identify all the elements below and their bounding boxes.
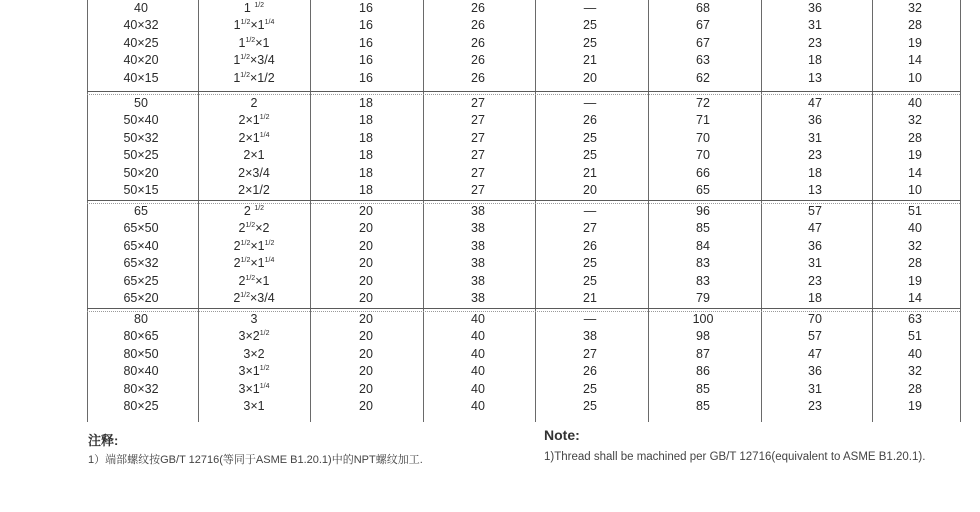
table-cell-nominal-size-nps: $3\times 2^{1/2}$ (238, 329, 270, 344)
table-cell-dim-e: 57 (808, 329, 822, 344)
table-cell-nominal-size-nps: $3\times 1^{1/4}$ (238, 381, 270, 396)
table-cell-dim-d: 63 (696, 53, 710, 68)
table-cell-dim-f: 40 (908, 96, 922, 110)
table-cell-dim-c: 25 (583, 273, 597, 288)
table-cell-dim-d: 72 (696, 96, 710, 110)
table-cell-nominal-size-dn: 50×15 (123, 183, 159, 197)
notes-text-cn: 1）端部螺纹按GB/T 12716(等同于ASME B1.20.1)中的NPT螺纹加工. (88, 454, 423, 466)
table-cell-dim-b: 27 (471, 183, 485, 197)
table-cell-dim-d: 100 (692, 312, 714, 326)
table-cell-nominal-size-nps: $2\times 1^{1/2}$ (238, 113, 270, 128)
table-cell-dim-d: 62 (696, 70, 710, 85)
table-cell-dim-c: 38 (583, 329, 597, 344)
table-cell-dim-d: 87 (696, 346, 710, 361)
table-cell-dim-a: 20 (359, 221, 373, 236)
table-cell-dim-a: 20 (359, 329, 373, 344)
table-cell-dim-b: 38 (471, 221, 485, 236)
table-cell-dim-d: 96 (696, 204, 710, 218)
table-cell-dim-f: 19 (908, 273, 922, 288)
table-cell-dim-c: 27 (583, 346, 597, 361)
table-cell-nominal-size-dn: 40×15 (123, 70, 159, 85)
table-cell-dim-e: 18 (808, 291, 822, 305)
table-cell-nominal-size-dn: 65×40 (123, 238, 159, 253)
table-cell-dim-a: 16 (359, 35, 373, 50)
table-cell-dim-e: 23 (808, 399, 822, 413)
table-cell-nominal-size-nps: $1^{1/2}\times 1/2$ (233, 70, 275, 85)
table-cell-dim-e: 47 (808, 96, 822, 110)
table-cell-dim-f: 32 (908, 238, 922, 253)
table-cell-dim-f: 28 (908, 130, 922, 145)
table-cell-dim-b: 38 (471, 204, 485, 218)
table-cell-dim-c: — (583, 1, 597, 15)
table-cell-dim-e: 13 (808, 183, 822, 197)
table-cell-nominal-size-dn: 65×25 (123, 273, 159, 288)
table-cell-dim-f: 63 (908, 312, 922, 326)
table-cell-nominal-size-dn: 50×25 (123, 148, 159, 163)
group-divider (87, 91, 960, 92)
table-cell-dim-e: 13 (808, 70, 822, 85)
table-cell-dim-f: 28 (908, 381, 922, 396)
table-cell-nominal-size-nps: 2×1 (243, 148, 265, 163)
table-cell-dim-b: 26 (471, 1, 485, 15)
table-cell-dim-d: 85 (696, 381, 710, 396)
table-cell-dim-b: 40 (471, 312, 485, 326)
table-cell-dim-c: 26 (583, 238, 597, 253)
table-cell-dim-e: 70 (808, 312, 822, 326)
table-cell-dim-b: 40 (471, 329, 485, 344)
table-cell-dim-f: 14 (908, 53, 922, 68)
table-cell-nominal-size-dn: 80×65 (123, 329, 159, 344)
table-cell-dim-a: 20 (359, 256, 373, 271)
table-cell-nominal-size-dn: 50 (134, 96, 148, 110)
table-cell-dim-f: 51 (908, 204, 922, 218)
table-cell-dim-d: 67 (696, 18, 710, 33)
table-cell-dim-c: 25 (583, 256, 597, 271)
table-cell-dim-a: 20 (359, 291, 373, 305)
table-cell-dim-d: 65 (696, 183, 710, 197)
table-cell-nominal-size-nps: $3\times 1^{1/2}$ (238, 364, 270, 379)
table-cell-dim-a: 20 (359, 204, 373, 218)
table-cell-dim-a: 16 (359, 53, 373, 68)
table-cell-dim-c: — (583, 96, 597, 110)
table-cell-dim-a: 20 (359, 312, 373, 326)
table-cell-dim-c: 25 (583, 148, 597, 163)
table-cell-dim-f: 32 (908, 364, 922, 379)
table-cell-dim-c: 25 (583, 381, 597, 396)
table-cell-nominal-size-dn: 50×20 (123, 165, 159, 180)
table-cell-nominal-size-nps: $2^{1/2}\times 1^{1/2}$ (233, 238, 275, 253)
table-cell-nominal-size-nps: 1 $^{1/2}$ (243, 1, 265, 15)
table-cell-dim-b: 40 (471, 346, 485, 361)
table-cell-nominal-size-dn: 50×40 (123, 113, 159, 128)
table-cell-dim-e: 36 (808, 364, 822, 379)
group-divider (87, 308, 960, 309)
table-cell-dim-b: 26 (471, 35, 485, 50)
table-cell-dim-b: 27 (471, 96, 485, 110)
table-cell-nominal-size-dn: 65×50 (123, 221, 159, 236)
table-cell-dim-e: 31 (808, 18, 822, 33)
table-cell-dim-d: 86 (696, 364, 710, 379)
table-cell-nominal-size-nps: $2^{1/2}\times 3/4$ (233, 291, 275, 305)
table-cell-dim-c: 21 (583, 53, 597, 68)
table-cell-dim-c: 21 (583, 165, 597, 180)
table-cell-dim-d: 70 (696, 148, 710, 163)
table-cell-dim-f: 19 (908, 399, 922, 413)
table-cell-nominal-size-dn: 80 (134, 312, 148, 326)
table-cell-dim-f: 19 (908, 35, 922, 50)
table-cell-dim-f: 10 (908, 70, 922, 85)
table-cell-dim-d: 66 (696, 165, 710, 180)
table-cell-nominal-size-nps: $1^{1/2}\times 3/4$ (233, 53, 275, 68)
table-cell-dim-f: 14 (908, 291, 922, 305)
table-cell-dim-e: 36 (808, 238, 822, 253)
table-cell-nominal-size-nps: $2\times 1^{1/4}$ (238, 130, 270, 145)
table-cell-dim-b: 26 (471, 53, 485, 68)
table-cell-dim-b: 27 (471, 113, 485, 128)
table-cell-nominal-size-nps: 3×1 (243, 399, 265, 413)
table-cell-dim-f: 40 (908, 346, 922, 361)
table-cell-dim-f: 28 (908, 18, 922, 33)
table-cell-nominal-size-nps: 3×2 (243, 346, 265, 361)
table-cell-dim-e: 47 (808, 221, 822, 236)
table-cell-dim-e: 47 (808, 346, 822, 361)
table-cell-nominal-size-dn: 50×32 (123, 130, 159, 145)
table-cell-dim-e: 23 (808, 148, 822, 163)
table-cell-dim-b: 27 (471, 130, 485, 145)
table-cell-nominal-size-dn: 40×20 (123, 53, 159, 68)
table-cell-nominal-size-nps: 2×3/4 (238, 165, 270, 180)
table-cell-nominal-size-nps: $2^{1/2}\times 2$ (238, 221, 270, 236)
table-cell-dim-c: 26 (583, 364, 597, 379)
notes-title-cn: 注释: (88, 433, 119, 448)
table-cell-nominal-size-nps: 2 (250, 96, 258, 110)
table-cell-dim-e: 31 (808, 256, 822, 271)
notes-title-en: Note: (544, 427, 580, 443)
table-cell-dim-c: 25 (583, 399, 597, 413)
table-cell-dim-d: 79 (696, 291, 710, 305)
table-cell-dim-b: 26 (471, 18, 485, 33)
group-divider-dotted (87, 94, 960, 95)
table-cell-dim-c: — (583, 312, 597, 326)
table-cell-dim-a: 18 (359, 130, 373, 145)
table-cell-nominal-size-nps: $1^{1/2}\times 1^{1/4}$ (233, 18, 275, 33)
table-cell-dim-b: 40 (471, 364, 485, 379)
table-cell-dim-e: 18 (808, 165, 822, 180)
table-cell-dim-f: 14 (908, 165, 922, 180)
table-cell-dim-f: 32 (908, 113, 922, 128)
table-cell-nominal-size-nps: 3 (250, 312, 258, 326)
table-cell-dim-a: 16 (359, 70, 373, 85)
table-cell-dim-a: 18 (359, 113, 373, 128)
table-cell-dim-d: 70 (696, 130, 710, 145)
table-cell-dim-a: 20 (359, 273, 373, 288)
table-cell-dim-d: 67 (696, 35, 710, 50)
table-cell-nominal-size-dn: 80×25 (123, 399, 159, 413)
table-cell-dim-c: 25 (583, 130, 597, 145)
table-cell-dim-b: 38 (471, 238, 485, 253)
table-cell-dim-d: 85 (696, 221, 710, 236)
table-cell-dim-b: 27 (471, 165, 485, 180)
table-cell-dim-a: 20 (359, 364, 373, 379)
table-cell-dim-c: 27 (583, 221, 597, 236)
table-cell-dim-d: 85 (696, 399, 710, 413)
table-cell-dim-c: 25 (583, 18, 597, 33)
table-cell-dim-e: 31 (808, 381, 822, 396)
table-cell-dim-a: 20 (359, 381, 373, 396)
table-cell-dim-a: 20 (359, 346, 373, 361)
table-cell-dim-f: 28 (908, 256, 922, 271)
table-cell-dim-b: 38 (471, 291, 485, 305)
table-cell-dim-c: 26 (583, 113, 597, 128)
table-cell-nominal-size-dn: 65 (134, 204, 148, 218)
table-cell-dim-c: 20 (583, 70, 597, 85)
table-cell-dim-d: 83 (696, 273, 710, 288)
table-cell-dim-f: 40 (908, 221, 922, 236)
table-cell-dim-e: 36 (808, 1, 822, 15)
table-cell-dim-b: 40 (471, 381, 485, 396)
table-cell-nominal-size-dn: 80×50 (123, 346, 159, 361)
table-cell-dim-f: 19 (908, 148, 922, 163)
table-cell-dim-f: 10 (908, 183, 922, 197)
table-cell-dim-d: 98 (696, 329, 710, 344)
table-cell-nominal-size-dn: 65×20 (123, 291, 159, 305)
group-divider (87, 200, 960, 201)
table-cell-dim-c: 21 (583, 291, 597, 305)
notes-text-en: 1)Thread shall be machined per GB/T 12716(equivalent to ASME B1.20.1). (544, 451, 926, 463)
table-cell-nominal-size-nps: $2^{1/2}\times 1$ (238, 273, 270, 288)
table-cell-dim-d: 83 (696, 256, 710, 271)
table-cell-dim-c: 20 (583, 183, 597, 197)
table-cell-dim-b: 38 (471, 273, 485, 288)
table-cell-nominal-size-nps: 2×1/2 (238, 183, 270, 197)
table-cell-nominal-size-nps: $2^{1/2}\times 1^{1/4}$ (233, 256, 275, 271)
table-cell-dim-d: 71 (696, 113, 710, 128)
table-cell-dim-b: 38 (471, 256, 485, 271)
table-cell-dim-a: 18 (359, 96, 373, 110)
table-cell-dim-b: 26 (471, 70, 485, 85)
table-cell-nominal-size-dn: 65×32 (123, 256, 159, 271)
table-cell-dim-d: 68 (696, 1, 710, 15)
table-cell-dim-e: 57 (808, 204, 822, 218)
table-cell-nominal-size-nps: 2 $^{1/2}$ (243, 204, 265, 218)
table-cell-nominal-size-dn: 80×40 (123, 364, 159, 379)
table-cell-dim-c: 25 (583, 35, 597, 50)
table-cell-dim-d: 84 (696, 238, 710, 253)
table-cell-dim-e: 23 (808, 273, 822, 288)
table-cell-dim-e: 18 (808, 53, 822, 68)
table-cell-nominal-size-dn: 40 (134, 1, 148, 15)
table-cell-dim-a: 20 (359, 399, 373, 413)
table-cell-dim-e: 36 (808, 113, 822, 128)
table-cell-dim-a: 20 (359, 238, 373, 253)
table-cell-dim-a: 18 (359, 183, 373, 197)
table-cell-dim-b: 40 (471, 399, 485, 413)
table-cell-dim-f: 32 (908, 1, 922, 15)
table-cell-dim-a: 18 (359, 165, 373, 180)
table-cell-dim-e: 31 (808, 130, 822, 145)
table-cell-dim-e: 23 (808, 35, 822, 50)
table-cell-nominal-size-dn: 40×25 (123, 35, 159, 50)
table-cell-dim-b: 27 (471, 148, 485, 163)
table-cell-nominal-size-nps: $1^{1/2}\times 1$ (238, 35, 270, 50)
table-cell-dim-c: — (583, 204, 597, 218)
table-cell-nominal-size-dn: 40×32 (123, 18, 159, 33)
table-cell-dim-a: 18 (359, 148, 373, 163)
table-cell-nominal-size-dn: 80×32 (123, 381, 159, 396)
table-cell-dim-a: 16 (359, 18, 373, 33)
table-cell-dim-f: 51 (908, 329, 922, 344)
table-cell-dim-a: 16 (359, 1, 373, 15)
